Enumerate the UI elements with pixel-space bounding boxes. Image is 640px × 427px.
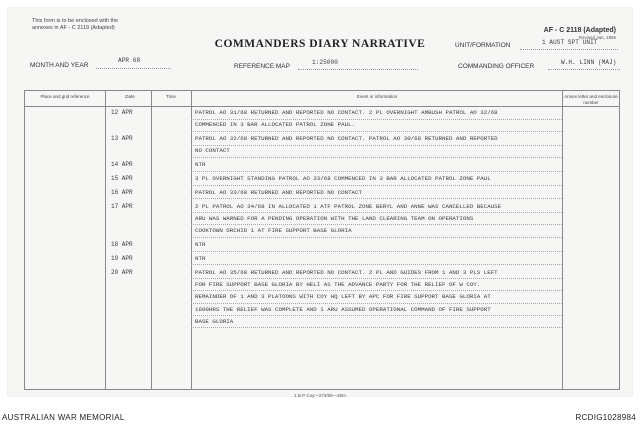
ruled-line xyxy=(191,224,562,225)
officer-underline xyxy=(548,69,620,70)
record-id: RCDIG1028984 xyxy=(575,413,636,422)
month-value: APR 68 xyxy=(118,57,141,64)
ruled-line xyxy=(191,278,562,279)
entry-text-line: FOR FIRE SUPPORT BASE GLORIA BY HELI AS THE ADVANCE PARTY FOR THE RELIEF OF W COY. xyxy=(195,280,481,288)
col-divider xyxy=(191,91,192,389)
ruled-line xyxy=(191,327,562,328)
entry-text-line: 3 PL OVERNIGHT STANDING PATROL AO 33/68 COMMENCED IN 3 BAR ALLOCATED PATROL ZONE PAUL xyxy=(195,175,491,182)
entry-text-line: COMMENCED IN 3 BAR ALLOCATED PATROL ZONE PAUL. xyxy=(195,121,356,129)
col-divider xyxy=(562,91,563,389)
col-divider xyxy=(151,91,152,389)
entry-text-line: NTR xyxy=(195,254,206,262)
col-header-place: Place and grid reference xyxy=(40,94,90,99)
entry-text-line: 2 PL PATROL AO 34/68 IN ALLOCATED 1 ATF PATROL ZONE BERYL AND ANNE WAS CANCELLED BECAUSE xyxy=(195,202,502,210)
ruled-line xyxy=(191,119,562,120)
enclosure-note: This form is to be enclosed with the annexes in AF - C 2119 (Adapted) xyxy=(32,18,119,31)
ruled-line xyxy=(191,303,562,304)
entry-text-line: 1600HRS THE RELIEF WAS COMPLETE AND 1 ARU ASSUMED OPERATIONAL COMMAND OF FIRE SUPPORT xyxy=(195,305,491,313)
entry-text-line: NO CONTACT xyxy=(195,147,230,155)
ruled-line xyxy=(191,212,562,213)
entry-text-line: NTR xyxy=(195,241,206,248)
map-underline xyxy=(298,69,418,70)
ruled-line xyxy=(191,185,562,186)
ruled-line xyxy=(191,198,562,199)
print-line: 1 B P Coy—273/65—25m xyxy=(294,393,346,398)
entry-text-line: BASE GLORIA xyxy=(195,317,234,325)
diary-sheet xyxy=(8,8,632,396)
ruled-line xyxy=(191,251,562,252)
entry-date: 15 APR xyxy=(111,175,133,182)
entry-date: 18 APR xyxy=(111,241,133,248)
col-header-annex: Annex letter and enclosure number xyxy=(564,94,618,105)
revised-date: Revised Jan, 1965 xyxy=(578,35,616,40)
unit-label: UNIT/FORMATION xyxy=(455,42,511,49)
map-label: REFERENCE MAP xyxy=(234,63,290,70)
page-title: COMMANDERS DIARY NARRATIVE xyxy=(214,38,426,50)
entry-date: 20 APR xyxy=(111,268,133,276)
ruled-line xyxy=(191,290,562,291)
ruled-line xyxy=(191,171,562,172)
archive-caption: AUSTRALIAN WAR MEMORIAL xyxy=(2,413,125,422)
ruled-line xyxy=(191,264,562,265)
col-header-time: Time xyxy=(166,94,176,99)
entry-text-line: PATROL AO 31/68 RETURNED AND REPORTED NO CONTACT. 2 PL OVERNIGHT AMBUSH PATROL AO 32/68 xyxy=(195,109,498,116)
col-header-date: Date xyxy=(125,94,135,99)
ruled-line xyxy=(191,157,562,158)
month-underline xyxy=(96,68,171,69)
officer-label: COMMANDING OFFICER xyxy=(458,63,535,70)
header-divider xyxy=(25,106,619,107)
form-number: AF - C 2118 (Adapted) xyxy=(543,27,616,34)
ruled-line xyxy=(191,131,562,132)
col-divider xyxy=(105,91,106,389)
entry-text-line: ARU WAS WARNED FOR A PENDING OPERATION WITH THE LAND CLEARING TEAM ON OPERATIONS xyxy=(195,214,474,222)
entry-date: 17 APR xyxy=(111,202,133,210)
map-value: 1:25000 xyxy=(312,59,338,66)
entry-text-line: PATROL AO 32/68 RETURNED AND REPORTED NO CONTACT. PATROL AO 30/68 RETURNED AND REPORTED xyxy=(195,135,498,143)
col-header-event: Event or information xyxy=(356,94,398,99)
ruled-line xyxy=(191,237,562,238)
entry-text-line: PATROL AO 33/68 RETURNED AND REPORTED NO CONTACT xyxy=(195,188,362,196)
entry-date: 12 APR xyxy=(111,109,133,116)
ruled-line xyxy=(191,315,562,316)
month-label: MONTH AND YEAR xyxy=(30,62,89,69)
unit-value: 1 AUST SPT UNIT xyxy=(542,39,598,46)
entry-text-line: NTR xyxy=(195,161,206,169)
ruled-line xyxy=(191,145,562,146)
entry-date: 14 APR xyxy=(111,161,133,169)
entry-text-line: REMAINDER OF 1 AND 3 PLATOONS WITH COY HQ LEFT BY APC FOR FIRE SUPPORT BASE GLORIA AT xyxy=(195,293,491,301)
entry-text-line: COOKTOWN ORCHID 1 AT FIRE SUPPORT BASE GLORIA xyxy=(195,227,352,235)
entry-date: 16 APR xyxy=(111,188,133,196)
officer-value: W.H. LINN (MAJ) xyxy=(561,59,617,66)
diary-table xyxy=(24,90,620,390)
entry-text-line: PATROL AO 35/68 RETURNED AND REPORTED NO CONTACT. 2 PL AND GUIDES FROM 1 AND 3 PLS LEFT xyxy=(195,268,498,276)
entry-date: 19 APR xyxy=(111,254,133,262)
unit-underline xyxy=(520,49,618,50)
entry-date: 13 APR xyxy=(111,135,133,143)
